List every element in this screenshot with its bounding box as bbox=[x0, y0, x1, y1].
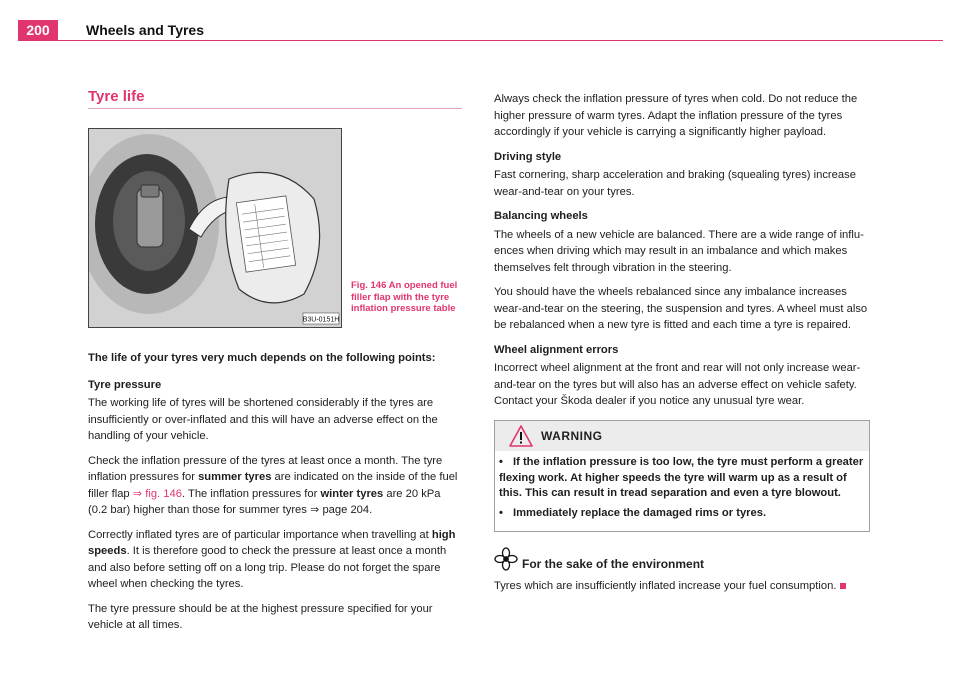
warning-body bbox=[495, 451, 869, 531]
figure-caption: Fig. 146 An opened fuel filler flap with the tyre inflation pressure table bbox=[351, 280, 458, 314]
environment-paragraph: Tyres which are insufficiently inflated increase your fuel consumption. bbox=[494, 578, 872, 594]
chapter-title: Wheels and Tyres bbox=[86, 22, 205, 38]
warning-header bbox=[495, 421, 869, 451]
fuel-flap-illustration bbox=[89, 129, 341, 327]
alignment-paragraph: Incorrect wheel alignment at the front and rear will not only increase wear-and-tear on the tyres but will also has an adverse effect on vehicle safety. Contact your Škoda dealer if you notice any unusual tyre wear. bbox=[494, 362, 861, 407]
warning-item: • If the inflation pressure is too low, the tyre must perform a greater flexing work. At higher speeds the tyre will warm up as a result of this. This can result in tread separation and even a tyre blowout. bbox=[499, 456, 864, 499]
warning-title: WARNING bbox=[541, 429, 603, 443]
intro-text: The life of your tyres very much depends on the following points: bbox=[88, 352, 436, 364]
driving-style-heading: Driving style bbox=[494, 150, 562, 163]
section-end-marker bbox=[840, 583, 846, 589]
high-speed-paragraph: Correctly inflated tyres are of particular importance when travelling at high speeds. It is therefore good to check the pressure at least once a month and also before setting off on a long trip. Please do not forget the spare wheel when checking the tyres. bbox=[88, 528, 456, 590]
figure-code: B3U-0151H bbox=[302, 316, 340, 324]
figure-link[interactable]: ⇒ fig. 146 bbox=[132, 487, 182, 500]
fuel-flap-figure bbox=[88, 128, 342, 328]
warning-box bbox=[494, 420, 870, 532]
warning-triangle-icon bbox=[509, 425, 533, 447]
tyre-pressure-paragraph: The working life of tyres will be shortened considerably if the tyres are insufficiently or over-inflated and this will have an adverse effect on the handling of your vehicle. bbox=[88, 397, 438, 442]
left-column bbox=[88, 350, 462, 642]
balancing-paragraph-1: The wheels of a new vehicle are balanced. There are a wide range of influ-ences when driving which may result in an imbalance and which makes themselves felt through vibration in the steering. bbox=[494, 228, 864, 274]
warning-item: • Immediately replace the damaged rims or tyres. bbox=[499, 506, 767, 519]
page-number: 200 bbox=[18, 20, 58, 40]
tyre-pressure-heading: Tyre pressure bbox=[88, 378, 162, 391]
highest-pressure-paragraph: The tyre pressure should be at the highest pressure specified for your vehicle at all times. bbox=[88, 602, 433, 631]
cold-tyres-paragraph: Always check the inflation pressure of tyres when cold. Do not reduce the higher pressure of warm tyres. Adapt the inflation pressure of the tyres accordingly if your vehicle is carrying a significantly higher payload. bbox=[494, 93, 858, 138]
flower-icon bbox=[494, 547, 518, 571]
page-header bbox=[18, 20, 943, 41]
balancing-heading: Balancing wheels bbox=[494, 210, 588, 222]
alignment-heading: Wheel alignment errors bbox=[494, 343, 619, 356]
environment-title: For the sake of the environment bbox=[522, 557, 705, 571]
section-title: Tyre life bbox=[88, 88, 462, 109]
inflation-check-paragraph: Check the inflation pressure of the tyres at least once a month. The tyre inflation pressures for summer tyres are indicated on the inside of the fuel filler flap ⇒ fig. 146. The inflation pressures for winter tyres are 20 kPa (0.2 bar) higher than those for summer tyres ⇒ page 204. bbox=[88, 454, 458, 516]
driving-style-paragraph: Fast cornering, sharp acceleration and braking (squealing tyres) increase wear-and-tear on your tyres. bbox=[494, 169, 856, 198]
environment-heading bbox=[494, 547, 705, 574]
balancing-paragraph-2: You should have the wheels rebalanced since any imbalance increases wear-and-tear on the steering, the suspension and tyres. A wheel must also be rebalanced when a new tyre is fitted and each time a tyre is repaired. bbox=[494, 286, 868, 331]
right-column bbox=[494, 91, 872, 418]
